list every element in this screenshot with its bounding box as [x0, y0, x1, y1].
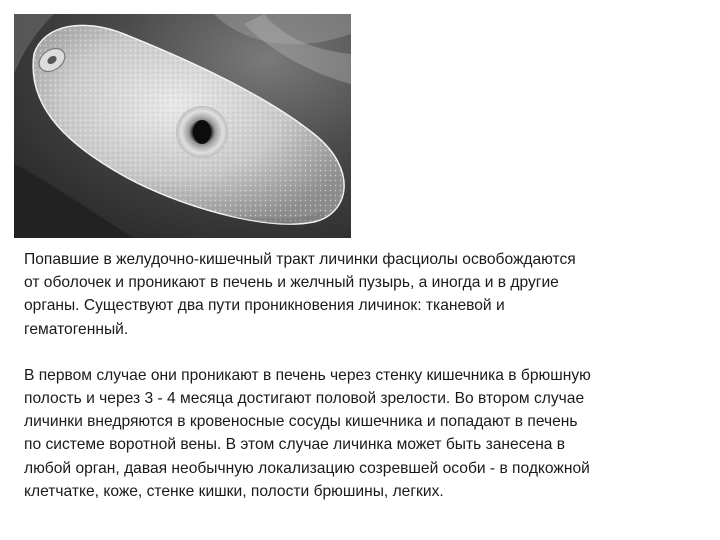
body-text	[24, 248, 704, 503]
ventral-sucker-opening	[193, 120, 211, 144]
micrograph-image	[14, 14, 351, 238]
paragraph-migration-routes: В первом случае они проникают в печень через стенку кишечника в брюшную полость и через 3 - 4 месяца достигают половой зрелости. Во втором случае личинки внедряются в кровеносные сосуды кишечника и попадают в печень по системе воротной вены. В этом случае личинка может быть занесена в любой орган, давая необычную локализацию созревшей особи - в подкожной клетчатке, коже, стенке кишки, полости брюшины, легких.	[24, 366, 591, 500]
fasciola-larva-micrograph	[14, 14, 351, 238]
paragraph-penetration: Попавшие в желудочно-кишечный тракт личинки фасциолы освобождаются от оболочек и проникают в печень и желчный пузырь, а иногда и в другие органы. Существуют два пути проникновения личинок: тканевой и гематогенный.	[24, 251, 576, 338]
